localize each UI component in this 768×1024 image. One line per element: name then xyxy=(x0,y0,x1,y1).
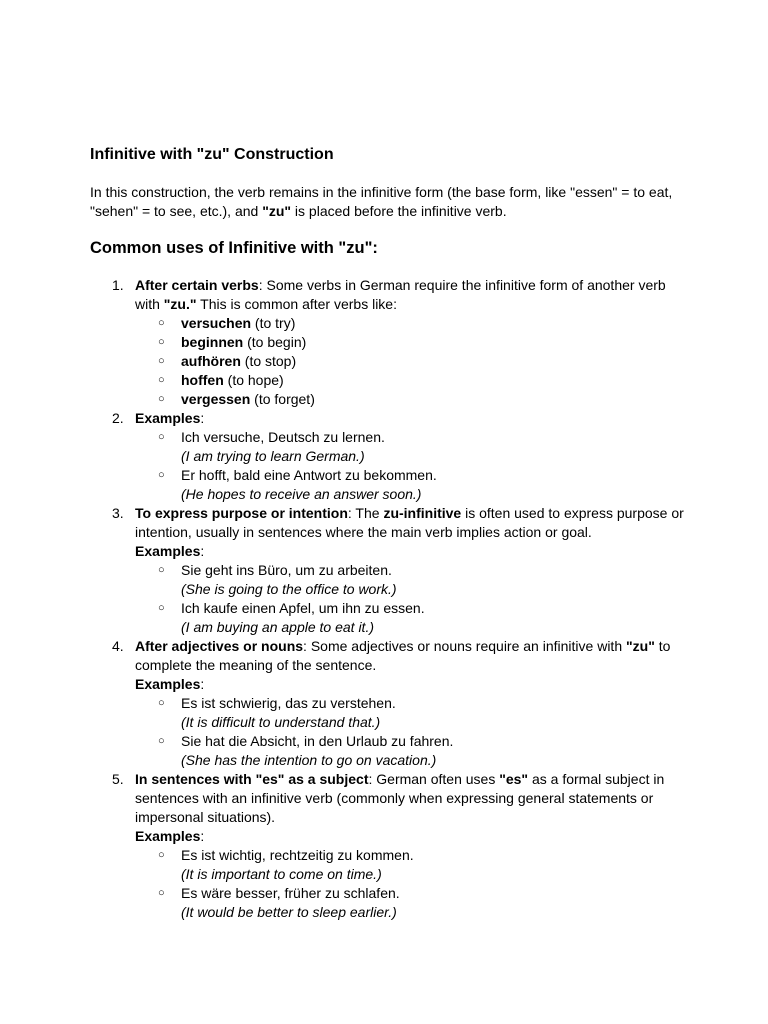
item-number: 4. xyxy=(112,638,124,654)
sub-item: ○ versuchen (to try) xyxy=(158,315,296,331)
circle-bullet-icon: ○ xyxy=(158,469,165,481)
circle-bullet-icon: ○ xyxy=(158,431,165,443)
example-sub-item: ○ Sie hat die Absicht, in den Urlaub zu fahren. (She has the intention to go on vacation.) xyxy=(158,733,454,768)
circle-bullet-icon: ○ xyxy=(158,887,165,899)
circle-bullet-icon: ○ xyxy=(158,849,165,861)
item-text: After adjectives or nouns: Some adjectives or nouns require an infinitive with "zu" to complete the meaning of the sentence. xyxy=(135,638,671,673)
item-text: After certain verbs: Some verbs in German require the infinitive form of another verb with "zu." This is common after verbs like: xyxy=(135,277,666,312)
circle-bullet-icon: ○ xyxy=(158,602,165,614)
example-sub-item: ○ Er hofft, bald eine Antwort zu bekommen. (He hopes to receive an answer soon.) xyxy=(158,467,437,502)
intro-text: is placed before the infinitive verb. xyxy=(291,203,507,219)
item-number: 3. xyxy=(112,505,124,521)
example-sub-item: ○ Es ist schwierig, das zu verstehen. (It is difficult to understand that.) xyxy=(158,695,396,730)
example-sub-item: ○ Es wäre besser, früher zu schlafen. (It would be better to sleep earlier.) xyxy=(158,885,400,920)
example-sub-item: ○ Sie geht ins Büro, um zu arbeiten. (She is going to the office to work.) xyxy=(158,562,397,597)
circle-bullet-icon: ○ xyxy=(158,735,165,747)
item-number: 5. xyxy=(112,771,124,787)
sub-item: ○ hoffen (to hope) xyxy=(158,372,284,388)
example-sub-item: ○ Ich versuche, Deutsch zu lernen. (I am trying to learn German.) xyxy=(158,429,385,464)
list-item xyxy=(90,504,690,637)
intro-paragraph xyxy=(90,183,690,221)
item-number: 1. xyxy=(112,277,124,293)
document-title: Infinitive with "zu" Construction xyxy=(90,146,334,163)
circle-bullet-icon: ○ xyxy=(158,317,165,329)
uses-list xyxy=(90,276,690,922)
item-text: To express purpose or intention: The zu-infinitive is often used to express purpose or intention, usually in sentences where the main verb implies action or goal. xyxy=(135,505,684,540)
examples-label: Examples: xyxy=(135,828,205,844)
intro-text: In this construction, the verb remains in the infinitive form (the base form, like "essen" = to eat, xyxy=(90,184,673,200)
example-sub-item: ○ Es ist wichtig, rechtzeitig zu kommen. (It is important to come on time.) xyxy=(158,847,414,882)
examples-label: Examples: xyxy=(135,543,205,559)
list-item xyxy=(90,770,690,922)
examples-label: Examples: xyxy=(135,676,205,692)
intro-text: "sehen" = to see, etc.), and xyxy=(90,203,263,219)
circle-bullet-icon: ○ xyxy=(158,336,165,348)
circle-bullet-icon: ○ xyxy=(158,374,165,386)
intro-bold: "zu" xyxy=(262,203,292,219)
section-heading: Common uses of Infinitive with "zu": xyxy=(90,239,378,257)
examples-label: Examples: xyxy=(135,410,205,426)
example-sub-item: ○ Ich kaufe einen Apfel, um ihn zu essen. (I am buying an apple to eat it.) xyxy=(158,600,425,635)
list-item xyxy=(90,276,690,409)
circle-bullet-icon: ○ xyxy=(158,355,165,367)
list-item xyxy=(90,409,690,504)
sub-item: ○ beginnen (to begin) xyxy=(158,334,307,350)
circle-bullet-icon: ○ xyxy=(158,393,165,405)
item-text: In sentences with "es" as a subject: German often uses "es" as a formal subject in sentences with an infinitive verb (commonly when expressing general statements or impersonal situations). xyxy=(135,771,665,825)
circle-bullet-icon: ○ xyxy=(158,697,165,709)
sub-item: ○ aufhören (to stop) xyxy=(158,353,297,369)
item-number: 2. xyxy=(112,410,124,426)
circle-bullet-icon: ○ xyxy=(158,564,165,576)
list-item xyxy=(90,637,690,770)
sub-item: ○ vergessen (to forget) xyxy=(158,391,315,407)
